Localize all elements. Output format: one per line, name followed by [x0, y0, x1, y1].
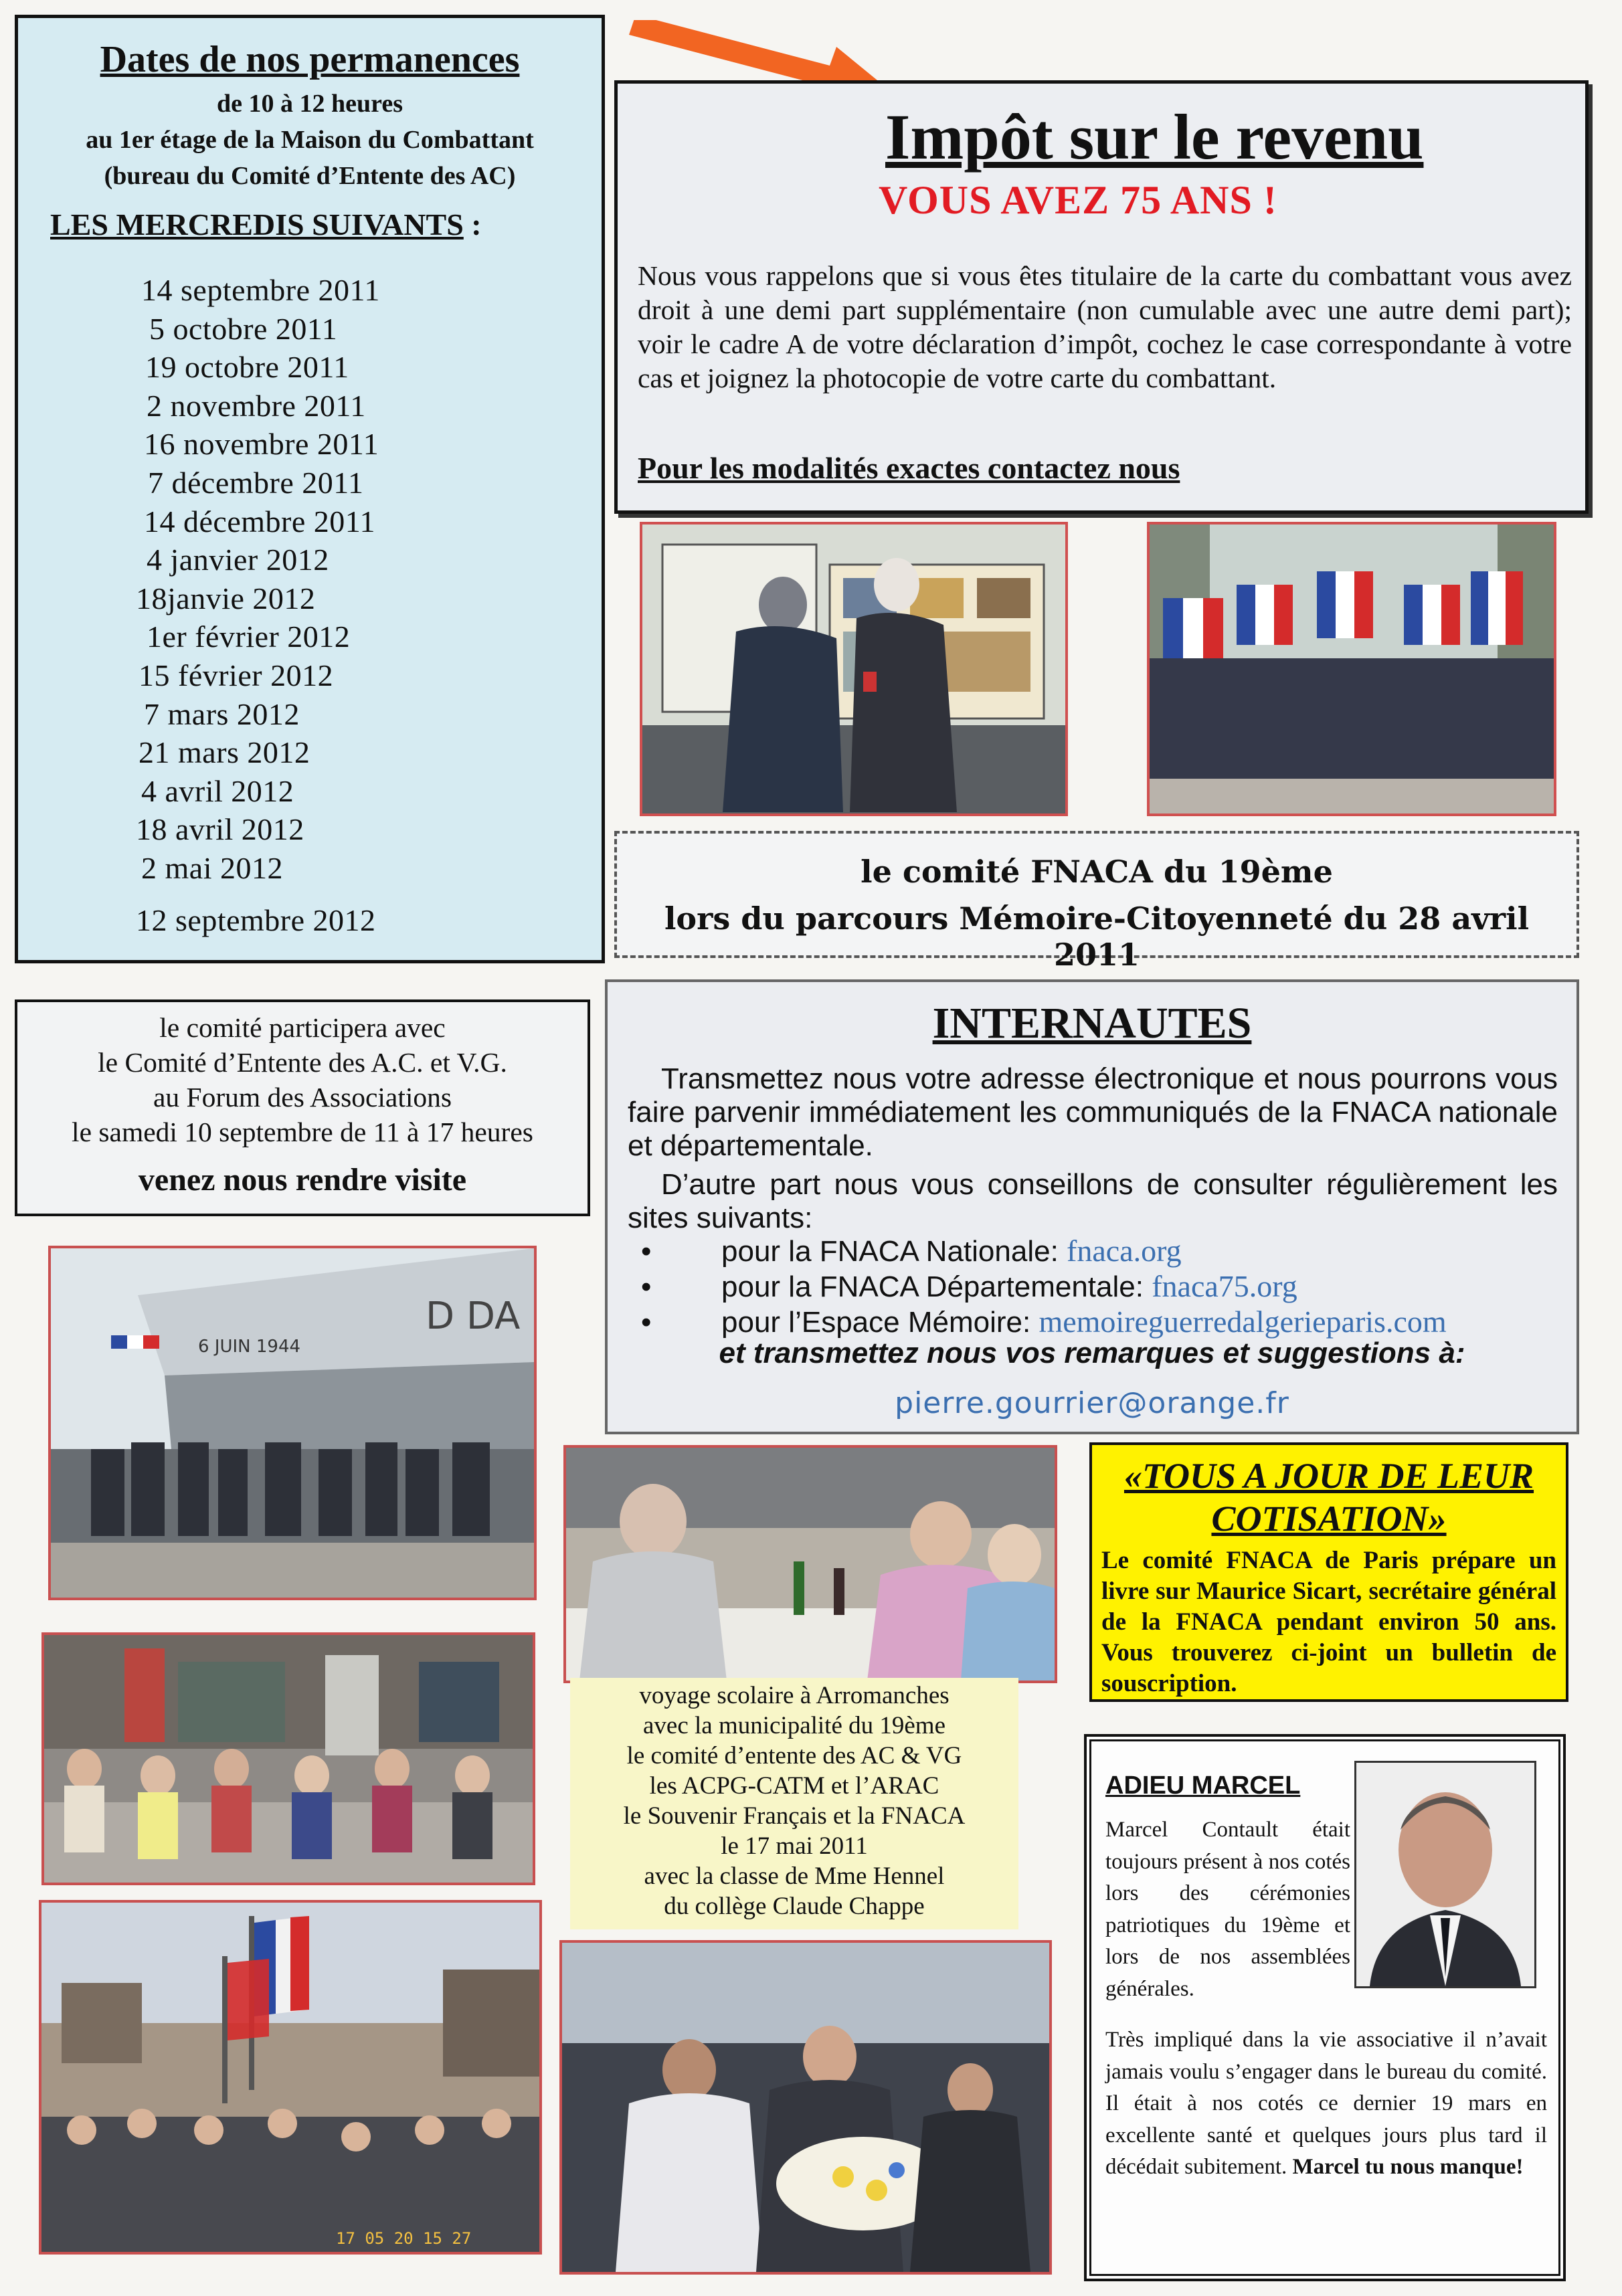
- photo-restaurant: [563, 1445, 1057, 1683]
- adieu-panel: [1084, 1734, 1566, 2281]
- date-item: 1er février 2012: [147, 619, 351, 654]
- forum-line4: le samedi 10 septembre de 11 à 17 heures: [72, 1117, 533, 1147]
- portrait-illustration: [1356, 1763, 1534, 1986]
- voyage-line: le Souvenir Français et la FNACA: [623, 1802, 966, 1830]
- permanences-hours: de 10 à 12 heures: [217, 90, 403, 118]
- dates-list: [118, 271, 520, 939]
- photo-flags-street: [39, 1900, 542, 2255]
- date-item: 2 novembre 2011: [147, 388, 366, 423]
- site-item: [641, 1269, 1564, 1305]
- site-label: pour l’Espace Mémoire:: [721, 1306, 1031, 1339]
- voyage-line: le 17 mai 2011: [721, 1832, 868, 1860]
- date-item-last: 12 septembre 2012: [136, 902, 376, 937]
- marcel-portrait: [1354, 1761, 1536, 1988]
- mercredis-heading: [50, 207, 585, 242]
- date-item: 14 décembre 2011: [144, 504, 376, 539]
- adieu-intro: Marcel Contault était toujours présent à nos cotés lors des cérémonies patriotiques du 19ème et lors de nos assemblées générales.: [1105, 1818, 1350, 2001]
- cotisation-title-line2: COTISATION»: [1211, 1499, 1447, 1539]
- internautes-title: INTERNAUTES: [932, 999, 1252, 1048]
- photo-date-stamp: 17 05 20 15 27: [336, 2229, 472, 2248]
- forum-text: [17, 1010, 588, 1149]
- date-item: 14 septembre 2011: [141, 273, 380, 307]
- email-link[interactable]: pierre.gourrier@orange.fr: [895, 1386, 1289, 1420]
- memorial-banner-date: 6 JUIN 1944: [198, 1337, 301, 1357]
- date-item: 4 janvier 2012: [147, 543, 329, 577]
- site-item: [641, 1305, 1564, 1340]
- permanences-panel: [15, 15, 605, 963]
- forum-line1: le comité participera avec: [159, 1012, 446, 1043]
- bullet-icon: •: [641, 1306, 652, 1339]
- exhibition-illustration: [642, 524, 1065, 814]
- forum-cta: venez nous rendre visite: [138, 1162, 467, 1198]
- forum-line3: au Forum des Associations: [153, 1082, 452, 1113]
- photo-students-wreath: [559, 1940, 1052, 2275]
- site-item: [641, 1234, 1564, 1269]
- voyage-line: voyage scolaire à Arromanches: [639, 1682, 950, 1709]
- forum-line2: le Comité d’Entente des A.C. et V.G.: [98, 1047, 507, 1078]
- photo-exhibition: [640, 522, 1068, 816]
- date-item: 18janvie 2012: [136, 581, 316, 615]
- impot-panel: [614, 80, 1589, 514]
- comite-caption: [614, 831, 1579, 973]
- impot-contact: Pour les modalités exactes contactez nous: [638, 451, 1180, 485]
- restaurant-illustration: [566, 1448, 1055, 1681]
- mercredis-heading-suffix: :: [463, 207, 482, 242]
- impot-title: Impôt sur le revenu: [885, 101, 1424, 173]
- date-item: 16 novembre 2011: [144, 427, 379, 462]
- flags-illustration: [1150, 524, 1554, 814]
- bullet-icon: •: [641, 1270, 652, 1303]
- site-link-fnaca75[interactable]: fnaca75.org: [1152, 1269, 1297, 1303]
- site-link-memoire[interactable]: memoireguerredalgerieparis.com: [1039, 1305, 1447, 1339]
- voyage-line: les ACPG-CATM et l’ARAC: [649, 1772, 939, 1800]
- internautes-para2: D’autre part nous vous conseillons de consulter régulièrement les sites suivants:: [628, 1168, 1558, 1234]
- internautes-remarks: et transmettez nous vos remarques et suggestions à:: [719, 1337, 1465, 1369]
- date-item: 4 avril 2012: [141, 773, 294, 808]
- comite-caption-line2: lors du parcours Mémoire-Citoyenneté du 28 avril 2011: [664, 900, 1530, 973]
- permanences-location: au 1er étage de la Maison du Combattant: [86, 126, 534, 154]
- site-label: pour la FNACA Nationale:: [721, 1235, 1059, 1268]
- internautes-para1: Transmettez nous votre adresse électronique et nous pourrons vous faire parvenir immédiatement les communiqués de la FNACA nationale et départementale.: [628, 1062, 1558, 1162]
- cotisation-panel: [1089, 1442, 1568, 1702]
- forum-panel: [15, 999, 590, 1216]
- bullet-icon: •: [641, 1235, 652, 1268]
- memorial-illustration: [51, 1248, 534, 1598]
- voyage-line: du collège Claude Chappe: [664, 1893, 925, 1920]
- photo-group-visit: [41, 1632, 535, 1885]
- date-item: 2 mai 2012: [141, 850, 283, 885]
- voyage-line: avec la municipalité du 19ème: [642, 1712, 946, 1739]
- date-item: 5 octobre 2011: [149, 311, 338, 346]
- date-item: 21 mars 2012: [139, 735, 310, 770]
- date-item: 7 décembre 2011: [148, 465, 364, 500]
- voyage-line: avec la classe de Mme Hennel: [644, 1862, 945, 1890]
- adieu-main: [1105, 2024, 1547, 2184]
- voyage-panel: [570, 1678, 1018, 1929]
- site-label: pour la FNACA Départementale:: [721, 1270, 1144, 1303]
- date-item: 15 février 2012: [139, 658, 334, 692]
- group-visit-illustration: [44, 1635, 533, 1883]
- cotisation-body: Le comité FNACA de Paris prépare un livre sur Maurice Sicart, secrétaire général de la FNACA pendant environ 50 ans. Vous trouverez ci-joint un bulletin de souscription.: [1101, 1547, 1556, 1697]
- memorial-banner-d: D DA: [426, 1295, 521, 1338]
- comite-caption-line1: le comité FNACA du 19ème: [861, 854, 1333, 890]
- mercredis-heading-text: LES MERCREDIS SUIVANTS: [50, 207, 464, 242]
- impot-body: Nous vous rappelons que si vous êtes titulaire de la carte du combattant vous avez droit à une demi part supplémentaire (non cumulable avec une autre demi part); voir le cadre A de votre déclaration d’impôt, cochez le case correspondante à votre cas et joignez la photocopie de votre carte du combattant.: [638, 260, 1572, 393]
- voyage-text: [570, 1681, 1018, 1921]
- photo-flags-ceremony: [1147, 522, 1556, 816]
- adieu-signoff: Marcel tu nous manque!: [1292, 2155, 1524, 2179]
- cotisation-title: [1092, 1454, 1566, 1540]
- flags-street-illustration: [41, 1903, 539, 2252]
- permanences-title: Dates de nos permanences: [100, 39, 520, 80]
- adieu-title: ADIEU MARCEL: [1105, 1772, 1301, 1800]
- impot-subtitle: VOUS AVEZ 75 ANS !: [879, 178, 1277, 222]
- sites-list: [641, 1234, 1564, 1340]
- photo-arromanches-memorial: [48, 1246, 537, 1600]
- wreath-illustration: [562, 1943, 1049, 2272]
- date-item: 18 avril 2012: [136, 812, 304, 847]
- date-item: 19 octobre 2011: [145, 350, 349, 385]
- adieu-main-text: Très impliqué dans la vie associative il n’avait jamais voulu s’engager dans le bureau du comité. Il était à nos cotés ce dernier 19 mars en excellente santé et quelques jours plus tard il décédait subitement.: [1105, 2028, 1547, 2179]
- site-link-fnaca[interactable]: fnaca.org: [1067, 1234, 1182, 1268]
- internautes-panel: [605, 979, 1579, 1434]
- permanences-office: (bureau du Comité d’Entente des AC): [104, 162, 516, 190]
- date-item: 7 mars 2012: [144, 696, 300, 731]
- cotisation-title-line1: «TOUS A JOUR DE LEUR: [1123, 1456, 1534, 1496]
- voyage-line: le comité d’entente des AC & VG: [626, 1742, 962, 1769]
